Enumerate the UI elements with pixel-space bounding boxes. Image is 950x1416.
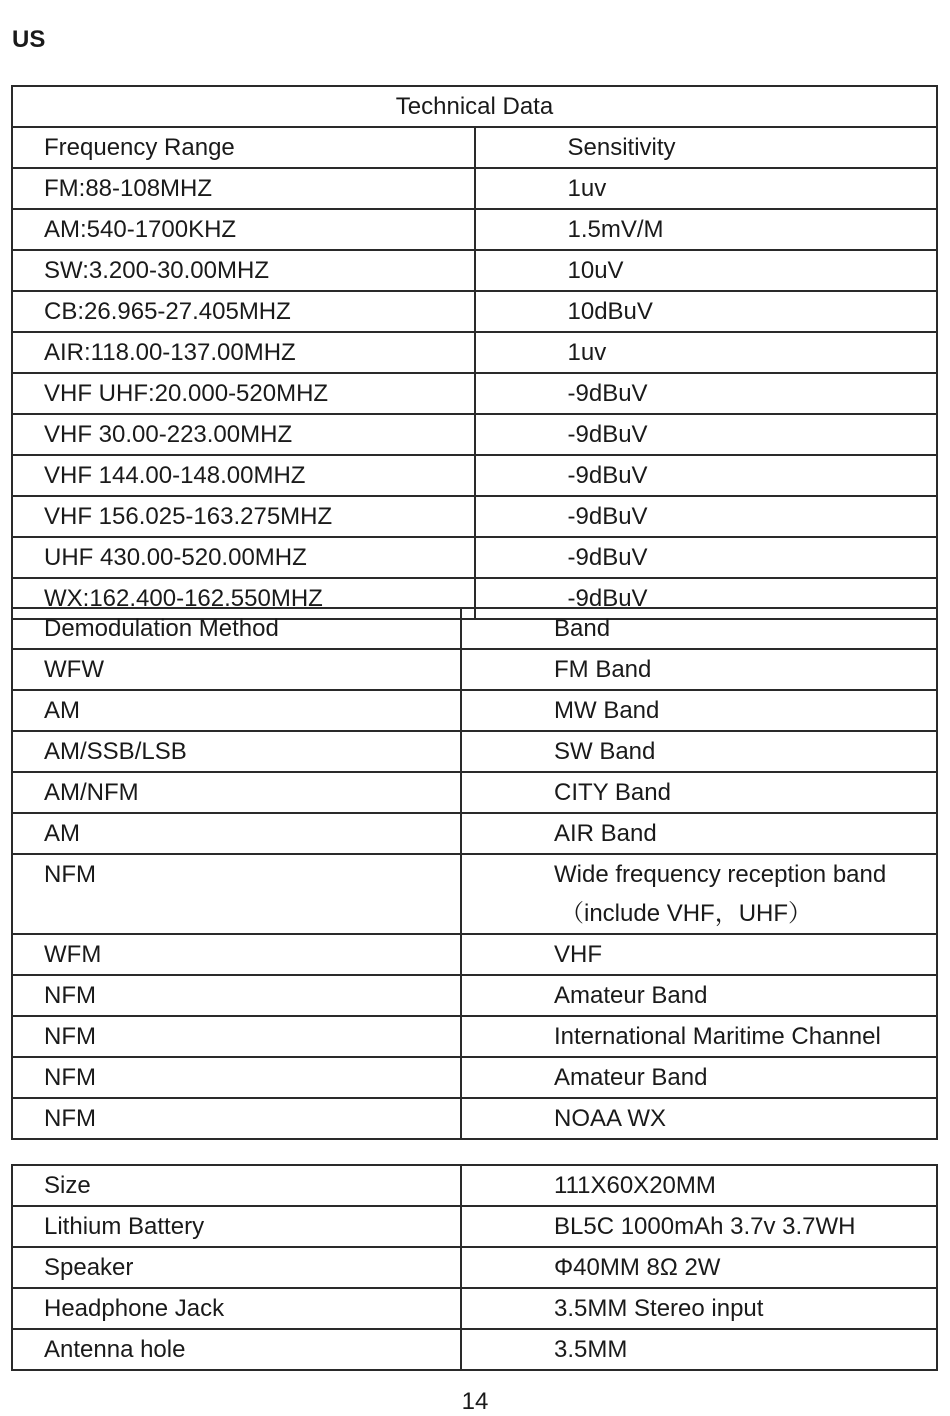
table-row bbox=[12, 854, 937, 934]
band-cell: VHF bbox=[461, 934, 937, 975]
frequency-cell: VHF 156.025-163.275MHZ bbox=[12, 496, 475, 537]
table-row bbox=[12, 813, 937, 854]
demodulation-table bbox=[11, 607, 938, 1140]
band-cell bbox=[461, 854, 937, 934]
demodulation-cell: NFM bbox=[12, 1098, 461, 1139]
table-row bbox=[12, 1098, 937, 1139]
band-cell: Amateur Band bbox=[461, 1057, 937, 1098]
sensitivity-cell: -9dBuV bbox=[475, 537, 938, 578]
frequency-cell: FM:88-108MHZ bbox=[12, 168, 475, 209]
table-row bbox=[12, 1016, 937, 1057]
table-row bbox=[12, 649, 937, 690]
band-cell: Amateur Band bbox=[461, 975, 937, 1016]
frequency-cell: VHF 144.00-148.00MHZ bbox=[12, 455, 475, 496]
demodulation-cell: AM/NFM bbox=[12, 772, 461, 813]
spec-label-cell: Antenna hole bbox=[12, 1329, 461, 1370]
column-header-band: Band bbox=[461, 608, 937, 649]
demodulation-cell: WFW bbox=[12, 649, 461, 690]
table-row bbox=[12, 291, 937, 332]
table-row bbox=[12, 690, 937, 731]
demodulation-cell: NFM bbox=[12, 975, 461, 1016]
band-cell-text: Wide frequency reception band bbox=[554, 861, 887, 888]
frequency-cell: UHF 430.00-520.00MHZ bbox=[12, 537, 475, 578]
sensitivity-cell: 1uv bbox=[475, 168, 938, 209]
technical-data-table bbox=[11, 85, 938, 620]
table-row bbox=[12, 537, 937, 578]
demodulation-cell: AM bbox=[12, 813, 461, 854]
sensitivity-cell: -9dBuV bbox=[475, 455, 938, 496]
sensitivity-cell: -9dBuV bbox=[475, 578, 938, 619]
sensitivity-cell: -9dBuV bbox=[475, 373, 938, 414]
table-row bbox=[12, 1288, 937, 1329]
demodulation-cell: AM/SSB/LSB bbox=[12, 731, 461, 772]
column-header-demodulation-method: Demodulation Method bbox=[12, 608, 461, 649]
sensitivity-cell: 10uV bbox=[475, 250, 938, 291]
table-row bbox=[12, 1206, 937, 1247]
frequency-cell: AM:540-1700KHZ bbox=[12, 209, 475, 250]
demodulation-cell: AM bbox=[12, 690, 461, 731]
sensitivity-cell: -9dBuV bbox=[475, 496, 938, 537]
spec-value-cell: 3.5MM bbox=[461, 1329, 937, 1370]
spec-label-cell: Lithium Battery bbox=[12, 1206, 461, 1247]
page-number: 14 bbox=[461, 1388, 489, 1415]
band-cell-note: （include VHF，UHF） bbox=[560, 900, 813, 927]
spec-label-cell: Size bbox=[12, 1165, 461, 1206]
sensitivity-cell: 1.5mV/M bbox=[475, 209, 938, 250]
table-row bbox=[12, 934, 937, 975]
demodulation-cell: NFM bbox=[12, 854, 461, 934]
band-cell: International Maritime Channel bbox=[461, 1016, 937, 1057]
table-row bbox=[12, 250, 937, 291]
spec-label-cell: Speaker bbox=[12, 1247, 461, 1288]
band-cell: CITY Band bbox=[461, 772, 937, 813]
table-row bbox=[12, 975, 937, 1016]
table-title-row bbox=[12, 86, 937, 127]
frequency-cell: CB:26.965-27.405MHZ bbox=[12, 291, 475, 332]
table-row bbox=[12, 455, 937, 496]
table-row bbox=[12, 1247, 937, 1288]
band-cell: MW Band bbox=[461, 690, 937, 731]
band-cell: NOAA WX bbox=[461, 1098, 937, 1139]
demodulation-cell: NFM bbox=[12, 1016, 461, 1057]
band-cell: AIR Band bbox=[461, 813, 937, 854]
sensitivity-cell: 1uv bbox=[475, 332, 938, 373]
table-row bbox=[12, 496, 937, 537]
spec-value-cell: Φ40MM 8Ω 2W bbox=[461, 1247, 937, 1288]
column-header-sensitivity: Sensitivity bbox=[475, 127, 938, 168]
table-header-row bbox=[12, 608, 937, 649]
frequency-cell: SW:3.200-30.00MHZ bbox=[12, 250, 475, 291]
table-title: Technical Data bbox=[12, 86, 937, 127]
sensitivity-cell: 10dBuV bbox=[475, 291, 938, 332]
frequency-cell: VHF 30.00-223.00MHZ bbox=[12, 414, 475, 455]
table-row bbox=[12, 209, 937, 250]
band-cell: SW Band bbox=[461, 731, 937, 772]
table-row bbox=[12, 414, 937, 455]
table-row bbox=[12, 1057, 937, 1098]
spec-value-cell: BL5C 1000mAh 3.7v 3.7WH bbox=[461, 1206, 937, 1247]
hardware-spec-table bbox=[11, 1164, 938, 1371]
spec-label-cell: Headphone Jack bbox=[12, 1288, 461, 1329]
sensitivity-cell: -9dBuV bbox=[475, 414, 938, 455]
frequency-cell: AIR:118.00-137.00MHZ bbox=[12, 332, 475, 373]
table-row bbox=[12, 168, 937, 209]
frequency-cell: WX:162.400-162.550MHZ bbox=[12, 578, 475, 619]
table-header-row bbox=[12, 127, 937, 168]
frequency-cell: VHF UHF:20.000-520MHZ bbox=[12, 373, 475, 414]
language-label: US bbox=[12, 26, 46, 53]
table-row bbox=[12, 772, 937, 813]
table-row bbox=[12, 332, 937, 373]
demodulation-cell: NFM bbox=[12, 1057, 461, 1098]
table-row bbox=[12, 1329, 937, 1370]
column-header-frequency-range: Frequency Range bbox=[12, 127, 475, 168]
table-row bbox=[12, 731, 937, 772]
spec-value-cell: 111X60X20MM bbox=[461, 1165, 937, 1206]
band-cell: FM Band bbox=[461, 649, 937, 690]
demodulation-cell: WFM bbox=[12, 934, 461, 975]
spec-value-cell: 3.5MM Stereo input bbox=[461, 1288, 937, 1329]
table-row bbox=[12, 1165, 937, 1206]
table-row bbox=[12, 373, 937, 414]
